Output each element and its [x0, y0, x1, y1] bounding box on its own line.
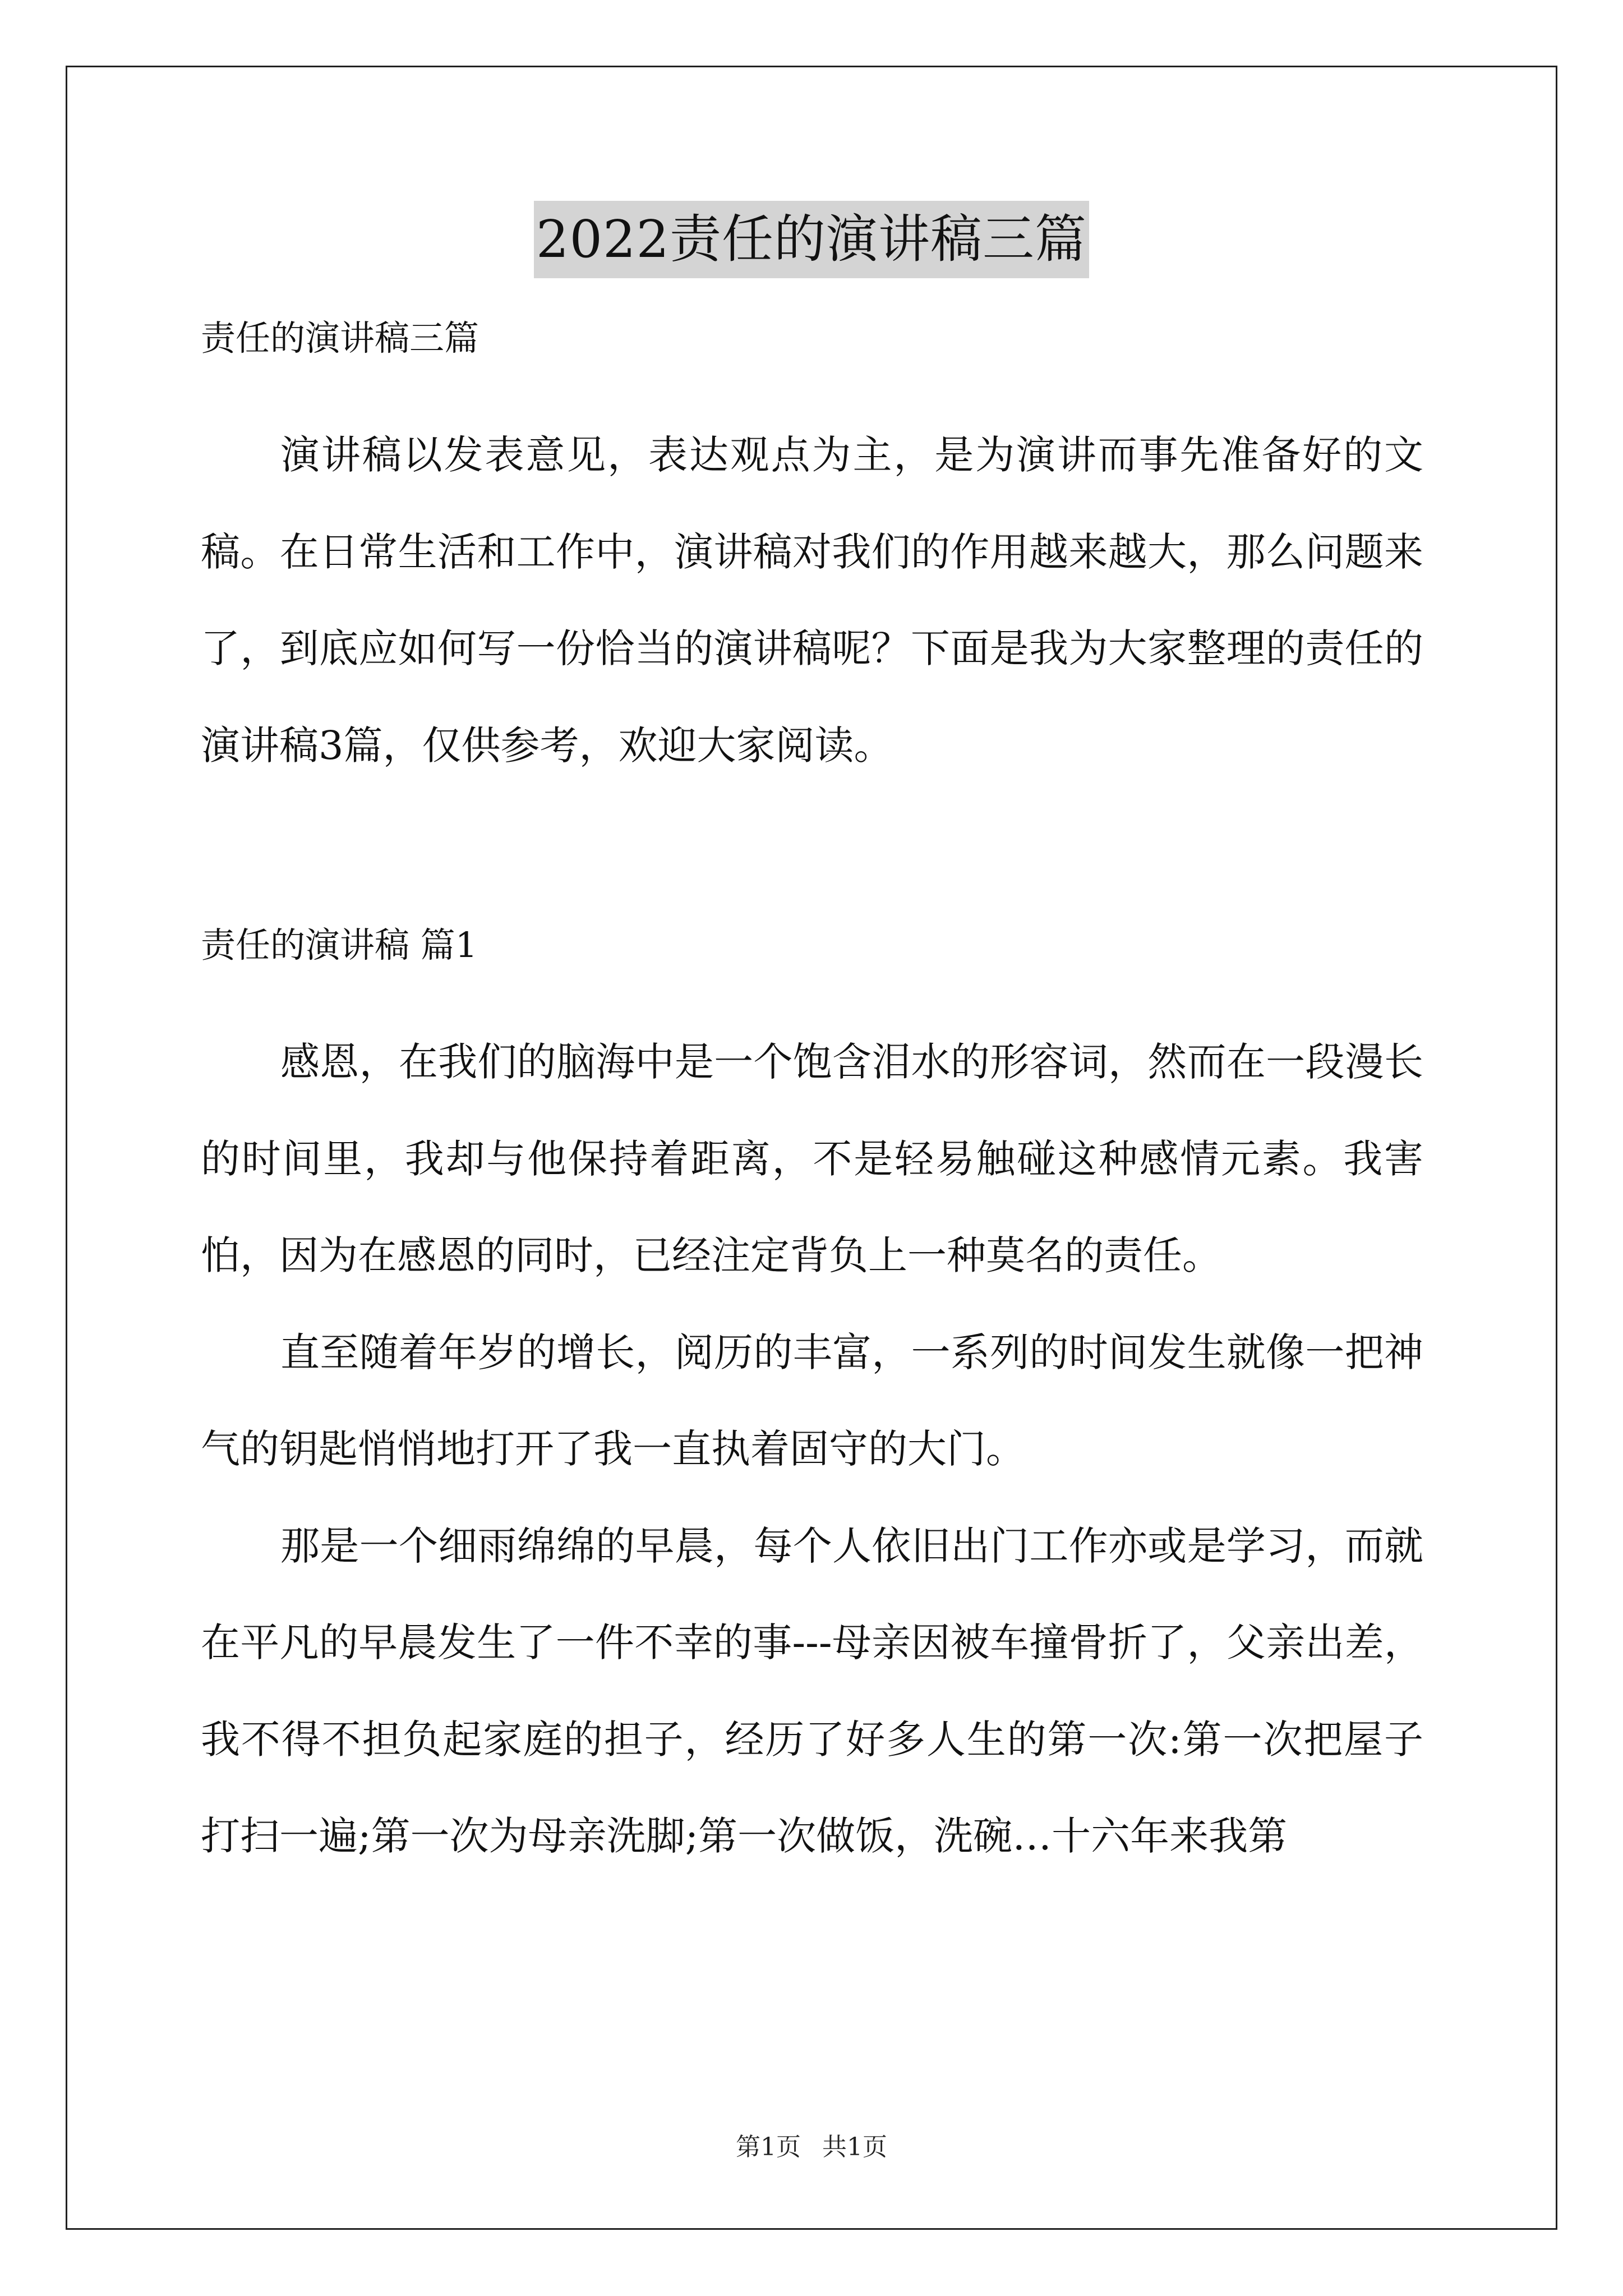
page-footer	[0, 2131, 1623, 2164]
document-body	[201, 311, 1423, 1885]
page-total: 共1页	[822, 2133, 887, 2161]
document-title: 2022责任的演讲稿三篇	[534, 201, 1089, 278]
document-subtitle: 责任的演讲稿三篇	[201, 318, 479, 358]
page-number: 第1页	[736, 2133, 801, 2161]
intro-paragraph: 演讲稿以发表意见，表达观点为主，是为演讲而事先准备好的文稿。在日常生活和工作中，演讲稿对我们的作用越来越大，那么问题来了，到底应如何写一份恰当的演讲稿呢？下面是我为大家整理的责任的演讲稿3篇，仅供参考，欢迎大家阅读。	[201, 432, 1423, 769]
spacer	[201, 794, 1423, 918]
body-paragraph: 那是一个细雨绵绵的早晨，每个人依旧出门工作亦或是学习，而就在平凡的早晨发生了一件不幸的事---母亲因被车撞骨折了，父亲出差，我不得不担负起家庭的担子，经历了好多人生的第一次:第一次把屋子打扫一遍;第一次为母亲洗脚;第一次做饭，洗碗…十六年来我第	[201, 1522, 1423, 1859]
body-paragraph: 直至随着年岁的增长，阅历的丰富，一系列的时间发生就像一把神气的钥匙悄悄地打开了我一直执着固守的大门。	[201, 1329, 1423, 1472]
body-paragraph: 感恩，在我们的脑海中是一个饱含泪水的形容词，然而在一段漫长的时间里，我却与他保持着距离，不是轻易触碰这种感情元素。我害怕，因为在感恩的同时，已经注定背负上一种莫名的责任。	[201, 1039, 1423, 1278]
section-heading: 责任的演讲稿 篇1	[201, 924, 478, 965]
spacer	[201, 365, 1423, 407]
spacer	[201, 972, 1423, 1014]
title-container	[0, 201, 1623, 278]
